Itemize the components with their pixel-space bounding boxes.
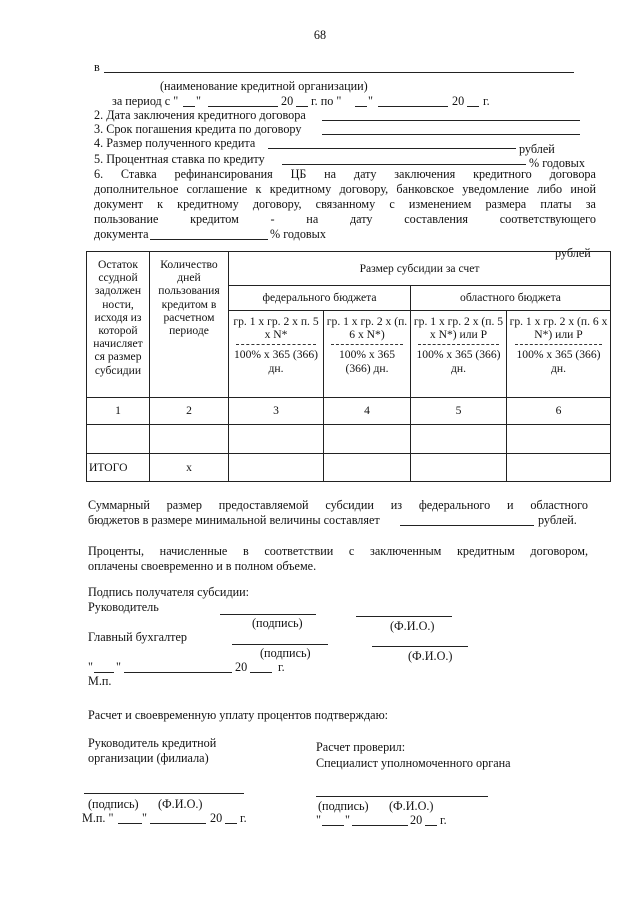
bank-stamp-label: М.п. " (82, 811, 114, 825)
head-label: Руководитель (88, 600, 159, 614)
empty-cell[interactable] (411, 425, 507, 454)
header-col-2: Количество дней пользования кредитом в расчетном периоде (150, 252, 229, 398)
word: либо (537, 182, 563, 196)
item-6-line-4 (94, 212, 596, 226)
specialist-date-year: 20 (410, 813, 423, 827)
specialist-date-day-line (322, 825, 344, 826)
head-sign-line (220, 614, 316, 615)
word: заключения (394, 167, 456, 181)
word: федерального (418, 498, 491, 512)
item-6-line-2 (94, 182, 596, 196)
period-to-day-line (355, 106, 367, 107)
item-4-unit: рублей (519, 142, 555, 156)
word: иной (570, 182, 596, 196)
checked-label: Расчет проверил: (316, 740, 406, 754)
word: и (507, 498, 514, 512)
word: банковское (396, 182, 454, 196)
header-group: Размер субсидии за счет (229, 252, 611, 286)
period-to-year-line (467, 106, 479, 107)
empty-cell[interactable] (507, 425, 611, 454)
header-federal: федерального бюджета (229, 286, 411, 311)
period-to-text: г. по " (311, 94, 342, 108)
item-6-line (150, 239, 268, 240)
word: к (255, 182, 262, 196)
subsidy-table (86, 251, 611, 482)
item-5-label: 5. Процентная ставка по кредиту (94, 152, 265, 166)
date-year-suffix: г. (278, 660, 285, 674)
specialist-date-close-quote: " (345, 813, 350, 827)
col-number-3: 3 (229, 398, 324, 425)
page-number: 68 (313, 28, 327, 42)
col-number-5: 5 (411, 398, 507, 425)
empty-cell[interactable] (87, 425, 150, 454)
word: Суммарный (88, 498, 150, 512)
head-fio-caption: (Ф.И.О.) (390, 619, 435, 633)
item-6-line-3 (94, 197, 596, 211)
total-row (87, 454, 611, 482)
word: дату (353, 167, 377, 181)
word: договором, (530, 544, 588, 558)
word: дополнительное (94, 182, 179, 196)
header-col-1: Остаток ссудной задолжен ности, исходя из которой начисляет ся размер субсидии (87, 252, 150, 398)
table-unit: рублей (555, 246, 591, 260)
item-5-unit: % годовых (529, 156, 585, 170)
word: кредитному (269, 182, 332, 196)
formula-denominator: 100% х 365 (366) дн. (233, 348, 319, 375)
table-row (87, 425, 611, 454)
period-from-year-line (296, 106, 308, 107)
period-to-end: г. (483, 94, 490, 108)
empty-cell[interactable] (150, 425, 229, 454)
header-regional: областного бюджета (411, 286, 611, 311)
interest-line-1 (88, 544, 588, 558)
bank-head-line-1: Руководитель кредитной (88, 736, 217, 750)
header-col-3 (229, 311, 324, 398)
accountant-fio-caption: (Ф.И.О.) (408, 649, 453, 663)
specialist-date-open-quote: " (316, 813, 321, 827)
empty-cell[interactable] (324, 454, 411, 482)
word: соответствующего (499, 212, 596, 226)
word: из (390, 498, 403, 512)
period-from-year: 20 (281, 94, 294, 108)
word: уведомление (462, 182, 529, 196)
word: договору, (339, 182, 389, 196)
word: 6. (94, 167, 104, 181)
head-fio-line (356, 616, 452, 617)
word: кредитным (457, 544, 515, 558)
date-open-quote: " (88, 660, 93, 674)
word: платы (540, 197, 572, 211)
formula-numerator: гр. 1 х гр. 2 х п. 5 х N* (233, 315, 319, 342)
word: составления (404, 212, 469, 226)
word: субсидии (325, 498, 374, 512)
word: заключенным (370, 544, 442, 558)
item-6-last-suffix: % годовых (270, 227, 326, 241)
fraction-line (236, 344, 315, 345)
word: рефинансирования (174, 167, 273, 181)
empty-cell[interactable] (324, 425, 411, 454)
formula-denominator: 100% х 365 (366) дн. (516, 348, 601, 375)
col-number-4: 4 (324, 398, 411, 425)
period-to-month-line (378, 106, 448, 107)
col-number-2: 2 (150, 398, 229, 425)
item-3-line (322, 134, 580, 135)
word: кредитному (177, 197, 239, 211)
col-number-1: 1 (87, 398, 150, 425)
formula-numerator: гр. 1 х гр. 2 х (п. 6 х N*) или P (509, 315, 608, 342)
empty-cell[interactable] (229, 425, 324, 454)
header-col-4 (324, 311, 411, 398)
org-prefix: в (94, 60, 100, 74)
head-sign-caption: (подпись) (252, 616, 303, 630)
bank-date-year-line (225, 823, 237, 824)
bank-head-line-2: организации (филиала) (88, 751, 209, 765)
fraction-line (418, 344, 498, 345)
specialist-date-year-line (425, 825, 437, 826)
word: договора (549, 167, 596, 181)
accountant-label: Главный бухгалтер (88, 630, 188, 644)
bank-sign-line (84, 793, 244, 794)
word: ЦБ (290, 167, 307, 181)
item-2-line (322, 120, 580, 121)
date-year: 20 (235, 660, 248, 674)
word: договору, (252, 197, 302, 211)
item-5-line (282, 164, 526, 165)
bank-date-month-line (150, 823, 206, 824)
word: на (306, 212, 319, 226)
header-col-5 (411, 311, 507, 398)
formula-denominator: 100% х 365 (366) дн. (338, 348, 396, 375)
word: размер (166, 498, 202, 512)
period-from-day-line (183, 106, 195, 107)
word: Ставка (120, 167, 157, 181)
bank-sign-caption: (подпись) (88, 797, 139, 811)
word: дату (349, 212, 373, 226)
specialist-sign-caption: (подпись) (318, 799, 369, 813)
word: за (585, 197, 596, 211)
item-6-last-prefix: документа (94, 227, 149, 241)
item-4-label: 4. Размер полученного кредита (94, 136, 256, 150)
period-from-month-line (208, 106, 278, 107)
summary-amount-line (400, 525, 534, 526)
word: на (324, 167, 337, 181)
word: кредитом (190, 212, 239, 226)
org-name-line (104, 72, 574, 73)
empty-cell[interactable] (411, 454, 507, 482)
date-close-quote: " (116, 660, 121, 674)
word: с (348, 544, 355, 558)
formula-numerator: гр. 1 х гр. 2 х (п. 5 х N*) или P (413, 315, 504, 342)
period-from-text: за период с " (112, 94, 179, 108)
word: кредитного (473, 167, 532, 181)
date-year-line (250, 672, 272, 673)
bank-date-year-suffix: г. (240, 811, 247, 825)
word: соответствии (264, 544, 334, 558)
bank-date-year: 20 (210, 811, 223, 825)
word: к (157, 197, 164, 211)
col-number-6: 6 (507, 398, 611, 425)
date-day-line (94, 672, 114, 673)
bank-date-close-quote: " (142, 811, 147, 825)
confirmation-text: Расчет и своевременную уплату процентов подтверждаю: (88, 708, 389, 722)
word: с (389, 197, 395, 211)
word: размера (485, 197, 527, 211)
specialist-fio-caption: (Ф.И.О.) (389, 799, 434, 813)
period-to-quote: " (368, 94, 373, 108)
fraction-line (331, 344, 403, 345)
word: начисленные (159, 544, 228, 558)
word: в (242, 544, 249, 558)
interest-line-2: оплачены своевременно и в полном объеме. (88, 559, 317, 573)
total-mark: х (150, 454, 229, 482)
accountant-fio-line (372, 646, 468, 647)
bank-date-day-line (118, 823, 142, 824)
total-label: ИТОГО (87, 454, 150, 482)
bank-fio-caption: (Ф.И.О.) (158, 797, 203, 811)
word: соглашение (186, 182, 248, 196)
item-2-label: 2. Дата заключения кредитного договора (94, 108, 306, 122)
org-caption: (наименование кредитной организации) (160, 79, 368, 93)
word: - (270, 212, 275, 226)
accountant-sign-line (232, 644, 328, 645)
formula-numerator: гр. 1 х гр. 2 х (п. 6 х N*) (326, 315, 408, 342)
word: Проценты, (88, 544, 145, 558)
recipient-signature-title: Подпись получателя субсидии: (88, 585, 250, 599)
period-from-quote: " (196, 94, 201, 108)
item-4-line (268, 148, 516, 149)
word: документ (94, 197, 143, 211)
item-3-label: 3. Срок погашения кредита по договору (94, 122, 302, 136)
empty-cell[interactable] (229, 454, 324, 482)
specialist-date-year-suffix: г. (440, 813, 447, 827)
formula-denominator: 100% х 365 (366) дн. (416, 348, 501, 375)
date-month-line (124, 672, 232, 673)
header-col-6 (507, 311, 611, 398)
word: связанному (315, 197, 376, 211)
word: пользование (94, 212, 159, 226)
summary-line-1 (88, 498, 588, 512)
word: предоставляемой (218, 498, 309, 512)
specialist-label: Специалист уполномоченного органа (316, 756, 511, 770)
item-6-line-1 (94, 167, 596, 181)
stamp-label: М.п. (88, 674, 112, 688)
accountant-sign-caption: (подпись) (260, 646, 311, 660)
word: областного (530, 498, 588, 512)
summary-line-2-prefix: бюджетов в размере минимальной величины составляет (88, 513, 380, 527)
word: изменением (408, 197, 472, 211)
fraction-line (515, 344, 602, 345)
specialist-sign-line (316, 796, 488, 797)
empty-cell[interactable] (507, 454, 611, 482)
period-to-year: 20 (452, 94, 465, 108)
specialist-date-month-line (352, 825, 408, 826)
summary-line-2-suffix: рублей. (538, 513, 577, 527)
